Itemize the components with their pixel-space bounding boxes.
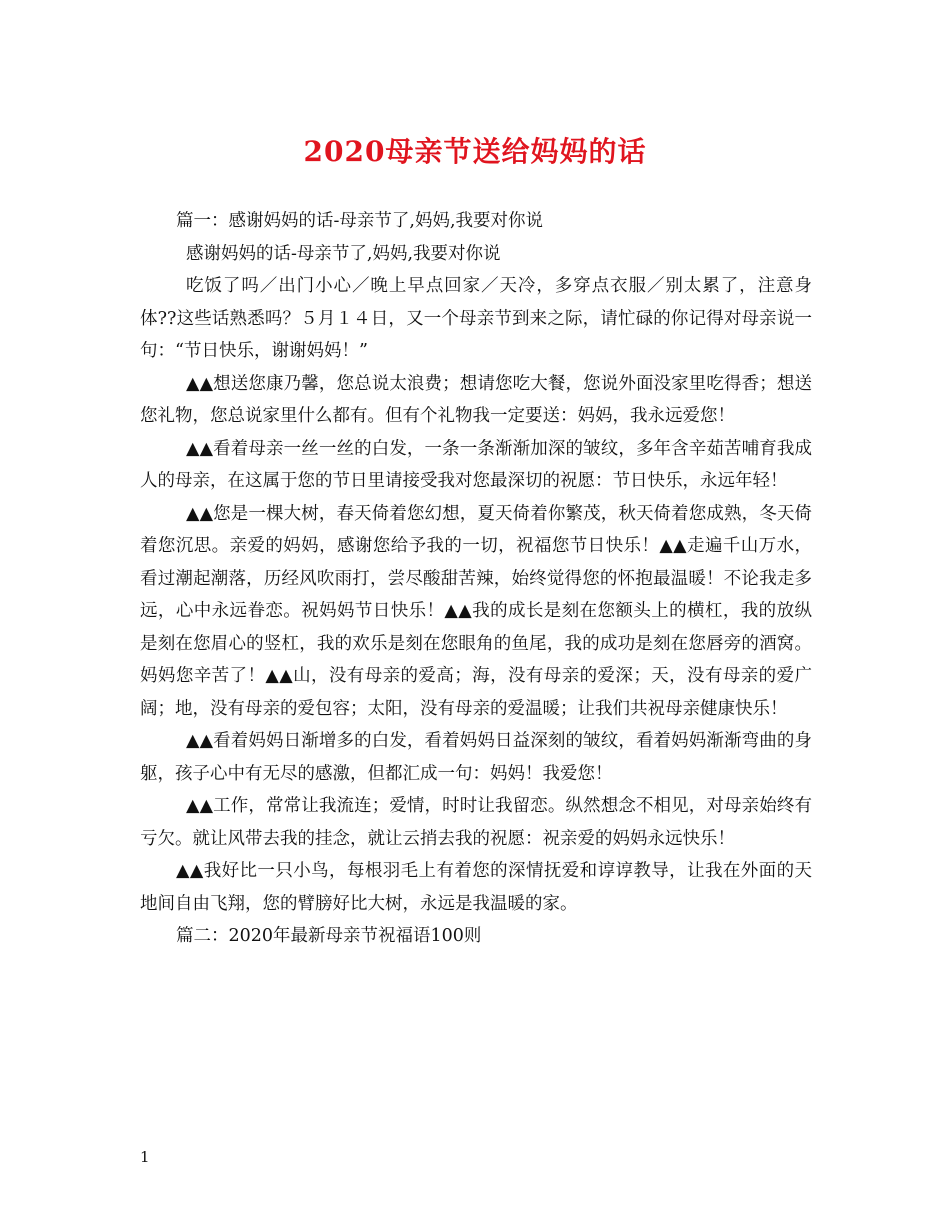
- paragraph: ▲▲看着妈妈日渐增多的白发，看着妈妈日益深刻的皱纹，看着妈妈渐渐弯曲的身躯，孩子心中有无尽的感激，但都汇成一句：妈妈！我爱您！: [140, 731, 812, 784]
- section-heading-1: 篇一：感谢妈妈的话-母亲节了,妈妈,我要对你说: [176, 211, 544, 231]
- paragraph: 感谢妈妈的话-母亲节了,妈妈,我要对你说: [186, 243, 501, 264]
- paragraph: 吃饭了吗／出门小心／晚上早点回家／天冷，多穿点衣服／别太累了，注意身体??这些话熟悉吗？５月１４日，又一个母亲节到来之际，请忙碌的你记得对母亲说一句：“节日快乐，谢谢妈妈！”: [140, 276, 812, 361]
- document-body: [140, 205, 812, 953]
- page-number: 1: [140, 1148, 150, 1166]
- paragraph: ▲▲工作，常常让我流连；爱情，时时让我留恋。纵然想念不相见，对母亲始终有亏欠。就让风带去我的挂念，就让云捎去我的祝愿：祝亲爱的妈妈永远快乐！: [140, 796, 812, 849]
- paragraph: ▲▲想送您康乃馨，您总说太浪费；想请您吃大餐，您说外面没家里吃得香；想送您礼物，您总说家里什么都有。但有个礼物我一定要送：妈妈，我永远爱您！: [140, 373, 812, 426]
- section-heading-2: 篇二：2020年最新母亲节祝福语100则: [176, 926, 482, 946]
- document-title: 2020母亲节送给妈妈的话: [303, 135, 647, 168]
- paragraph: ▲▲我好比一只小鸟，每根羽毛上有着您的深情抚爱和谆谆教导，让我在外面的天地间自由飞翔，您的臂膀好比大树，永远是我温暖的家。: [140, 861, 812, 914]
- paragraph: ▲▲您是一棵大树，春天倚着您幻想，夏天倚着你繁茂，秋天倚着您成熟，冬天倚着您沉思。亲爱的妈妈，感谢您给予我的一切，祝福您节日快乐！▲▲走遍千山万水，看过潮起潮落，历经风吹雨打，尝尽酸甜苦辣，始终觉得您的怀抱最温暖！不论我走多远，心中永远眷恋。祝妈妈节日快乐！▲▲我的成长是刻在您额头上的横杠，我的放纵是刻在您眉心的竖杠，我的欢乐是刻在您眼角的鱼尾，我的成功是刻在您唇旁的酒窝。妈妈您辛苦了！▲▲山，没有母亲的爱高；海，没有母亲的爱深；天，没有母亲的爱广阔；地，没有母亲的爱包容；太阳，没有母亲的爱温暖；让我们共祝母亲健康快乐！: [140, 503, 812, 719]
- paragraph: ▲▲看着母亲一丝一丝的白发，一条一条渐渐加深的皱纹，多年含辛茹苦哺育我成人的母亲，在这属于您的节日里请接受我对您最深切的祝愿：节日快乐，永远年轻！: [140, 438, 812, 491]
